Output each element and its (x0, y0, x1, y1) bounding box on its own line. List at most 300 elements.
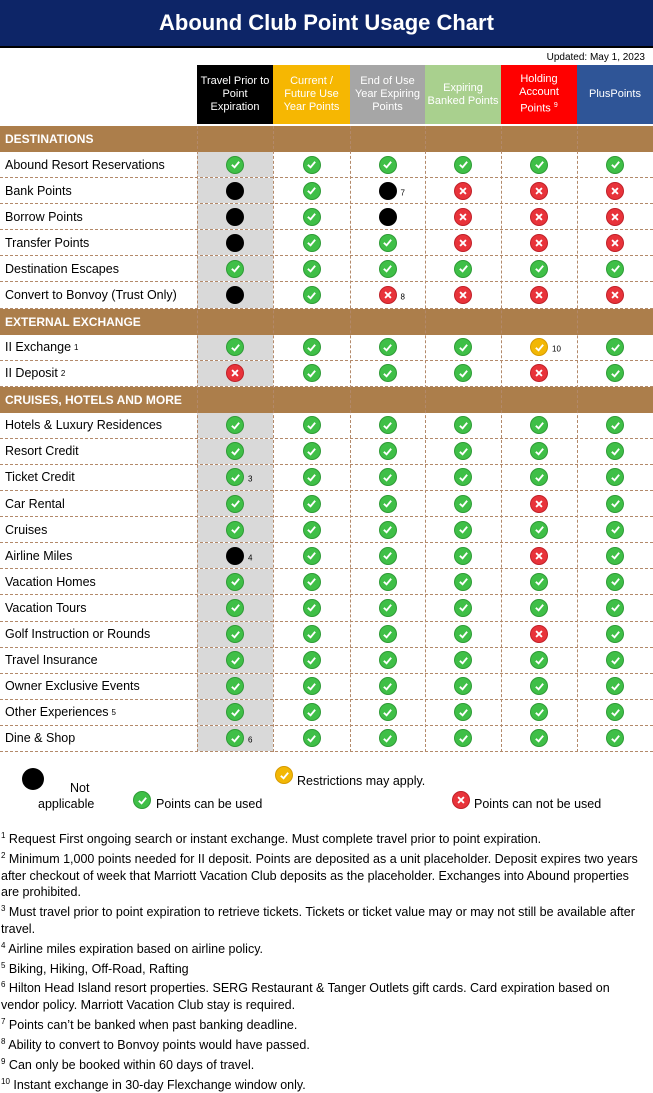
check-icon (226, 156, 244, 174)
section-header: CRUISES, HOTELS AND MORE (0, 387, 653, 413)
check-icon (454, 364, 472, 382)
table-cell (501, 465, 577, 490)
footnote: $^9$ Can only be booked within 60 days of travel. (1, 1056, 255, 1072)
row-label: Car Rental (5, 496, 65, 511)
check-icon (226, 260, 244, 278)
x-icon (606, 234, 624, 252)
table-cell (577, 178, 653, 203)
table-cell (197, 569, 273, 594)
check-icon (303, 208, 321, 226)
table-cell (273, 491, 350, 516)
check-icon (454, 703, 472, 721)
check-icon (226, 416, 244, 434)
table-cell (425, 491, 501, 516)
check-icon (530, 729, 548, 747)
check-icon (454, 677, 472, 695)
table-cell (350, 178, 425, 203)
check-icon (303, 468, 321, 486)
not-applicable-icon (226, 286, 244, 304)
row-label: Dine & Shop (5, 731, 76, 746)
check-icon (379, 573, 397, 591)
table-cell (273, 543, 350, 568)
table-cell (197, 152, 273, 177)
table-row (0, 726, 653, 752)
check-icon (303, 547, 321, 565)
table-cell (197, 700, 273, 725)
row-label: Vacation Homes (5, 574, 96, 589)
table-cell (273, 282, 350, 307)
table-cell (197, 413, 273, 438)
x-icon (606, 182, 624, 200)
table-cell (197, 517, 273, 542)
row-label: Hotels & Luxury Residences (5, 418, 163, 433)
x-icon (606, 208, 624, 226)
row-label: Transfer Points (5, 235, 90, 250)
section-header: EXTERNAL EXCHANGE (0, 309, 653, 335)
table-row (0, 256, 653, 282)
table-cell (501, 230, 577, 255)
check-icon (454, 260, 472, 278)
section-header: DESTINATIONS (0, 126, 653, 152)
table-cell (197, 230, 273, 255)
check-icon (454, 338, 472, 356)
check-icon (606, 599, 624, 617)
check-icon (530, 599, 548, 617)
table-cell (273, 622, 350, 647)
table-cell (197, 465, 273, 490)
check-icon (379, 651, 397, 669)
table-cell (273, 204, 350, 229)
legend (0, 760, 653, 820)
check-icon (530, 651, 548, 669)
table-cell (350, 361, 425, 386)
table-cell (501, 491, 577, 516)
table-cell (350, 282, 425, 307)
footnote-ref: 8 (400, 292, 405, 302)
table-cell (350, 204, 425, 229)
check-icon (379, 521, 397, 539)
table-cell (197, 204, 273, 229)
table-cell (425, 230, 501, 255)
check-icon (606, 156, 624, 174)
restriction-icon (530, 338, 548, 356)
column-header: End of Use Year Expiring Points (350, 65, 425, 124)
row-label: II Exchange 1 (5, 340, 79, 355)
x-icon (454, 208, 472, 226)
table-cell (577, 726, 653, 751)
x-icon (379, 286, 397, 304)
check-icon (606, 703, 624, 721)
check-icon (226, 468, 244, 486)
table-cell (350, 230, 425, 255)
footnote: $^7$ Points can’t be banked when past banking deadline. (1, 1016, 298, 1033)
footnote: $^{10}$ Instant exchange in 30-day Flexchange window only. (1, 1076, 306, 1092)
table-cell (501, 282, 577, 307)
page-title: Abound Club Point Usage Chart (0, 0, 653, 48)
table-cell (501, 361, 577, 386)
table-cell (273, 413, 350, 438)
legend-restrictions: Restrictions may apply. (297, 774, 426, 788)
table-row (0, 491, 653, 517)
check-icon (606, 521, 624, 539)
updated-date: Updated: May 1, 2023 (546, 52, 645, 63)
not-applicable-icon (226, 547, 244, 565)
x-icon (454, 234, 472, 252)
table-row (0, 674, 653, 700)
table-cell (501, 569, 577, 594)
check-icon (454, 599, 472, 617)
x-icon (530, 625, 548, 643)
table-row (0, 465, 653, 491)
table-cell (577, 700, 653, 725)
table-cell (425, 361, 501, 386)
check-icon (379, 260, 397, 278)
check-icon (226, 521, 244, 539)
restriction-icon (275, 766, 293, 784)
column-header: Expiring Banked Points (425, 65, 501, 124)
check-icon (226, 703, 244, 721)
check-icon (530, 521, 548, 539)
table-cell (350, 152, 425, 177)
table-cell (577, 152, 653, 177)
table-cell (273, 178, 350, 203)
check-icon (379, 442, 397, 460)
check-icon (303, 338, 321, 356)
legend-cannot-use: Points can not be used (474, 797, 602, 811)
check-icon (303, 677, 321, 695)
table-cell (577, 439, 653, 464)
table-cell (197, 282, 273, 307)
row-label: Bank Points (5, 183, 72, 198)
check-icon (303, 364, 321, 382)
check-icon (226, 573, 244, 591)
footnote: $^6$ Hilton Head Island resort properties. SERG Restaurant & Tanger Outlets gift cards. Card expiration based on vendor policy. Marriott Vacation Club stay is required. (1, 980, 610, 1013)
table-cell (501, 178, 577, 203)
check-icon (379, 468, 397, 486)
footnote-ref: 9 (553, 102, 558, 110)
table-cell (197, 361, 273, 386)
table-cell (501, 726, 577, 751)
table-cell (350, 648, 425, 673)
check-icon (530, 573, 548, 591)
table-cell (577, 230, 653, 255)
check-icon (454, 547, 472, 565)
table-cell (350, 674, 425, 699)
table-cell (273, 726, 350, 751)
table-cell (425, 517, 501, 542)
table-cell (197, 674, 273, 699)
column-divider (577, 126, 578, 752)
x-icon (454, 286, 472, 304)
check-icon (606, 495, 624, 513)
table-cell (350, 543, 425, 568)
check-icon (530, 703, 548, 721)
x-icon (530, 286, 548, 304)
table-cell (350, 335, 425, 360)
table-cell (197, 256, 273, 281)
check-icon (606, 729, 624, 747)
table-cell (577, 595, 653, 620)
table-cell (350, 726, 425, 751)
legend-can-use: Points can be used (156, 797, 263, 811)
row-label: Ticket Credit (5, 470, 75, 485)
table-cell (425, 674, 501, 699)
check-icon (606, 260, 624, 278)
table-row (0, 230, 653, 256)
row-label: Owner Exclusive Events (5, 679, 140, 694)
table-cell (577, 543, 653, 568)
table-cell (425, 413, 501, 438)
column-divider (350, 126, 351, 752)
row-label: Destination Escapes (5, 261, 119, 276)
table-row (0, 517, 653, 543)
table-cell (197, 648, 273, 673)
footnote: $^4$ Airline miles expiration based on airline policy. (1, 940, 263, 956)
column-divider (197, 126, 198, 752)
not-applicable-icon (226, 234, 244, 252)
table-cell (425, 569, 501, 594)
footnote-ref: 7 (400, 187, 405, 197)
check-icon (606, 442, 624, 460)
table-row (0, 622, 653, 648)
table-cell (425, 726, 501, 751)
check-icon (303, 651, 321, 669)
check-icon (379, 495, 397, 513)
footnote: $^5$ Biking, Hiking, Off-Road, Rafting (1, 960, 189, 976)
column-divider (501, 126, 502, 752)
x-icon (530, 234, 548, 252)
check-icon (454, 495, 472, 513)
table-row (0, 543, 653, 569)
check-icon (303, 599, 321, 617)
table-cell (501, 648, 577, 673)
table-cell (350, 413, 425, 438)
check-icon (226, 599, 244, 617)
table-cell (273, 700, 350, 725)
not-applicable-icon (379, 208, 397, 226)
table-cell (425, 282, 501, 307)
table-cell (350, 256, 425, 281)
table-cell (577, 569, 653, 594)
check-icon (226, 442, 244, 460)
check-icon (303, 156, 321, 174)
column-divider (425, 126, 426, 752)
table-row (0, 282, 653, 308)
footnotes (1, 828, 649, 1093)
check-icon (379, 338, 397, 356)
table-cell (425, 543, 501, 568)
table-cell (425, 335, 501, 360)
table-cell (501, 152, 577, 177)
table-cell (425, 700, 501, 725)
not-applicable-icon (226, 208, 244, 226)
table-cell (273, 569, 350, 594)
table-cell (197, 491, 273, 516)
table-cell (350, 595, 425, 620)
table-cell (273, 465, 350, 490)
table-row (0, 413, 653, 439)
check-icon (226, 495, 244, 513)
table-cell (577, 361, 653, 386)
check-icon (606, 651, 624, 669)
check-icon (303, 286, 321, 304)
check-icon (226, 677, 244, 695)
table-cell (197, 595, 273, 620)
check-icon (454, 468, 472, 486)
footnote: $^8$ Ability to convert to Bonvoy points would have passed. (1, 1036, 310, 1052)
table-cell (501, 413, 577, 438)
check-icon (454, 573, 472, 591)
check-icon (530, 468, 548, 486)
check-icon (530, 260, 548, 278)
table-row (0, 361, 653, 387)
column-divider (273, 126, 274, 752)
table-cell (350, 569, 425, 594)
table-row (0, 204, 653, 230)
check-icon (303, 703, 321, 721)
row-label: Cruises (5, 522, 48, 537)
table-cell (425, 256, 501, 281)
legend-not-applicable-line1: Not (70, 781, 90, 795)
row-label: Abound Resort Reservations (5, 157, 165, 172)
check-icon (454, 625, 472, 643)
check-icon (530, 442, 548, 460)
row-label: Airline Miles (5, 548, 73, 563)
table-cell (501, 595, 577, 620)
table-row (0, 152, 653, 178)
table-cell (273, 361, 350, 386)
table-cell (577, 517, 653, 542)
table-row (0, 335, 653, 361)
table-cell (350, 491, 425, 516)
usage-table (0, 126, 653, 752)
row-label: II Deposit 2 (5, 366, 66, 381)
check-icon (606, 547, 624, 565)
footnote-ref: 10 (552, 344, 561, 354)
footnote: $^3$ Must travel prior to point expiration to retrieve tickets. Tickets or ticket value may or may not still be available after travel. (1, 904, 635, 936)
table-cell (501, 439, 577, 464)
footnote-ref: 4 (248, 553, 253, 563)
table-cell (273, 595, 350, 620)
check-icon (379, 599, 397, 617)
table-cell (425, 178, 501, 203)
check-icon (303, 573, 321, 591)
x-icon (530, 182, 548, 200)
table-cell (425, 152, 501, 177)
table-cell (273, 648, 350, 673)
table-cell (577, 648, 653, 673)
table-cell (425, 204, 501, 229)
table-cell (501, 700, 577, 725)
check-icon (454, 442, 472, 460)
table-cell (425, 595, 501, 620)
check-icon (606, 573, 624, 591)
column-header: Holding Account Points $^9$ (501, 65, 577, 124)
check-icon (530, 416, 548, 434)
table-cell (273, 439, 350, 464)
check-icon (606, 416, 624, 434)
table-cell (425, 648, 501, 673)
footnote: $^1$ Request First ongoing search or instant exchange. Must complete travel prior to point expiration. (1, 831, 542, 847)
table-cell (577, 413, 653, 438)
table-cell (350, 517, 425, 542)
table-cell (577, 256, 653, 281)
check-icon (226, 651, 244, 669)
check-icon (606, 677, 624, 695)
table-cell (273, 152, 350, 177)
check-icon (379, 625, 397, 643)
check-icon (606, 338, 624, 356)
row-label: Golf Instruction or Rounds (5, 627, 151, 642)
table-cell (501, 543, 577, 568)
table-row (0, 178, 653, 204)
table-cell (273, 256, 350, 281)
table-cell (577, 465, 653, 490)
check-icon (606, 468, 624, 486)
table-cell (197, 335, 273, 360)
table-cell (197, 439, 273, 464)
table-cell (197, 622, 273, 647)
check-icon (379, 729, 397, 747)
table-cell (577, 491, 653, 516)
row-label: Resort Credit (5, 444, 79, 459)
check-icon (379, 234, 397, 252)
check-icon (379, 416, 397, 434)
footnote-ref: 2 (60, 368, 66, 378)
check-icon (226, 338, 244, 356)
not-applicable-icon (226, 182, 244, 200)
check-icon (303, 625, 321, 643)
check-icon (303, 442, 321, 460)
x-icon (530, 364, 548, 382)
table-cell (350, 465, 425, 490)
table-cell (577, 335, 653, 360)
table-cell (197, 178, 273, 203)
table-row (0, 700, 653, 726)
table-cell (273, 674, 350, 699)
table-cell (501, 335, 577, 360)
table-cell (425, 465, 501, 490)
check-icon (303, 729, 321, 747)
check-icon (303, 495, 321, 513)
check-icon (454, 416, 472, 434)
check-icon (226, 625, 244, 643)
table-cell (273, 335, 350, 360)
table-cell (197, 543, 273, 568)
check-icon (530, 156, 548, 174)
footnote: $^2$ Minimum 1,000 points needed for II deposit. Points are deposited as a unit placeholder. Deposit expires two years after checkout of week that Marriott Vacation Club deposits as the placeholder. Exchanges into Abound properties are prohibited. (1, 850, 638, 900)
footnote-ref: 5 (111, 707, 116, 717)
check-icon (606, 364, 624, 382)
x-icon (452, 791, 470, 809)
check-icon (454, 156, 472, 174)
table-cell (501, 674, 577, 699)
table-cell (350, 439, 425, 464)
table-cell (350, 622, 425, 647)
check-icon (454, 729, 472, 747)
check-icon (303, 260, 321, 278)
check-icon (379, 677, 397, 695)
table-cell (501, 256, 577, 281)
table-cell (577, 204, 653, 229)
row-label: Convert to Bonvoy (Trust Only) (5, 288, 177, 303)
check-icon (379, 156, 397, 174)
check-icon (226, 729, 244, 747)
table-cell (350, 700, 425, 725)
column-header: PlusPoints (577, 65, 653, 124)
x-icon (606, 286, 624, 304)
table-row (0, 648, 653, 674)
